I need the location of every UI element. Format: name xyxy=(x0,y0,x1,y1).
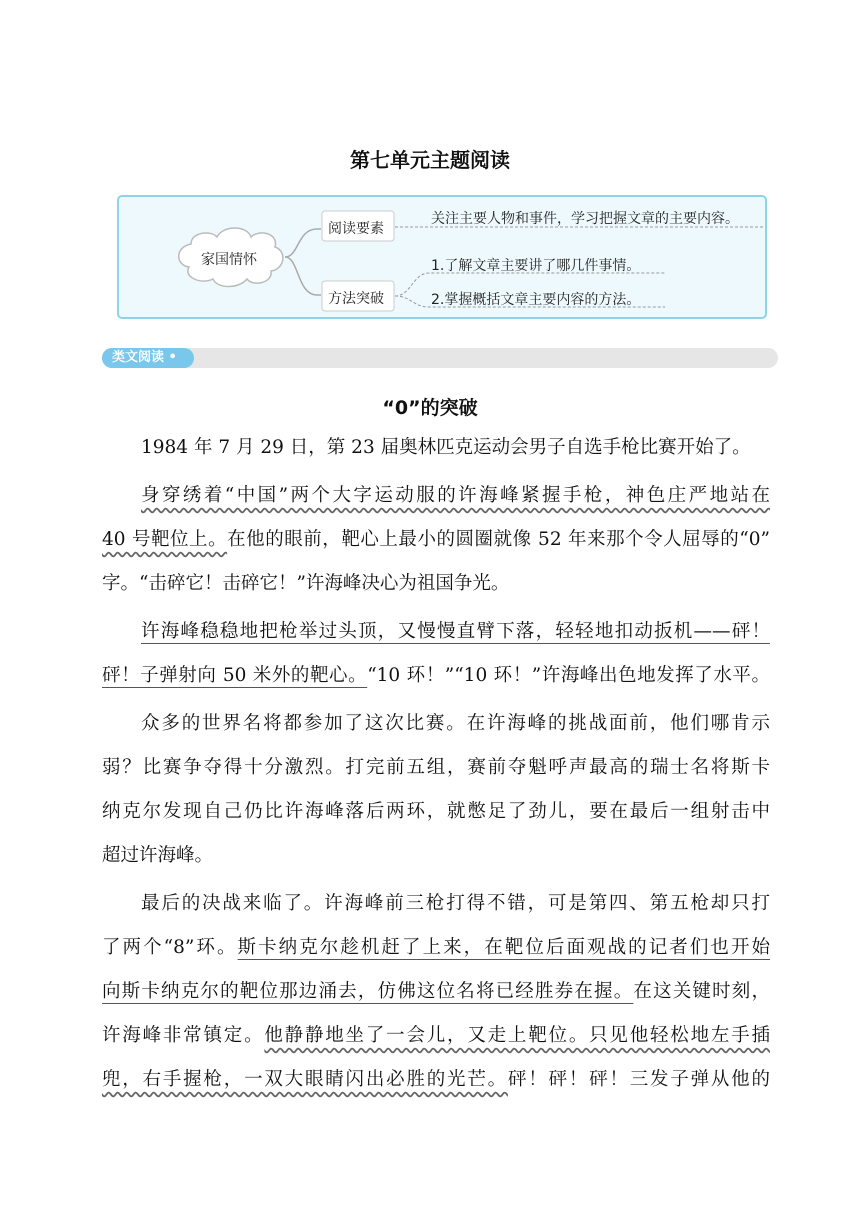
paragraph-line xyxy=(141,620,770,644)
text-span: 砰！砰！砰！三发子弹从他的 xyxy=(507,1069,770,1090)
text-span: 了两个“8”环。 xyxy=(102,937,238,958)
text-span: 在他的眼前，靶心上最小的圆圈就像 52 年来那个令人屈辱的“0” xyxy=(227,529,770,550)
paragraph-line xyxy=(102,1024,770,1048)
section-bar xyxy=(102,348,778,368)
marked-sentence: 身穿绣着“中国”两个大字运动服的许海峰紧握手枪，神色庄严地站在 xyxy=(141,485,770,506)
text-span: 在这关键时刻， xyxy=(633,981,770,1002)
marked-sentence: 许海峰稳稳地把枪举过头顶，又慢慢直臂下落，轻轻地扣动扳机——砰！ xyxy=(141,621,770,642)
paragraph-line xyxy=(102,936,770,960)
marked-sentence: 他静静地坐了一会儿，又走上靶位。只见他轻松地左手插 xyxy=(264,1025,770,1046)
paragraph-line xyxy=(102,528,770,552)
section-tag: 类文阅读 • xyxy=(102,348,194,368)
paragraph-line xyxy=(102,664,770,688)
branch-method-breakthrough: 方法突破 xyxy=(328,291,384,307)
branch1-text: 关注主要人物和事件，学习把握文章的主要内容。 xyxy=(431,211,739,227)
text-span: “10 环！”“10 环！”许海峰出色地发挥了水平。 xyxy=(367,665,770,686)
paragraph-line: 最后的决战来临了。许海峰前三枪打得不错，可是第四、第五枪却只打 xyxy=(141,893,770,914)
marked-sentence: 40 号靶位上。 xyxy=(102,529,228,550)
paragraph-line: 众多的世界名将都参加了这次比赛。在许海峰的挑战面前，他们哪肯示 xyxy=(141,713,770,734)
paragraph-line xyxy=(141,484,770,508)
marked-sentence: 斯卡纳克尔趁机赶了上来，在靶位后面观战的记者们也开始 xyxy=(237,937,770,958)
mind-map-center: 家国情怀 xyxy=(201,252,257,268)
paragraph-line: 纳克尔发现自己仍比许海峰落后两环，就憋足了劲儿，要在最后一组射击中 xyxy=(102,801,770,822)
paragraph-line: 弱？比赛争夺得十分激烈。打完前五组，赛前夺魁呼声最高的瑞士名将斯卡 xyxy=(102,757,770,778)
text-span: 许海峰非常镇定。 xyxy=(102,1025,265,1046)
article-title: “0”的突破 xyxy=(382,397,478,419)
branch2-text-1: 1.了解文章主要讲了哪几件事情。 xyxy=(431,258,641,274)
marked-sentence: 向斯卡纳克尔的靶位那边涌去，仿佛这位名将已经胜券在握。 xyxy=(102,981,634,1002)
marked-sentence: 砰！子弹射向 50 米外的靶心。 xyxy=(102,665,368,686)
mind-map xyxy=(117,195,767,319)
paragraph-line: 超过许海峰。 xyxy=(102,845,214,866)
paragraph-line: 字。“击碎它！击碎它！”许海峰决心为祖国争光。 xyxy=(102,573,510,594)
paragraph-line xyxy=(102,1068,770,1092)
paragraph-line xyxy=(102,980,770,1004)
branch2-text-2: 2.掌握概括文章主要内容的方法。 xyxy=(431,292,641,308)
marked-sentence: 兜，右手握枪，一双大眼睛闪出必胜的光芒。 xyxy=(102,1069,508,1090)
paragraph-line: 1984 年 7 月 29 日，第 23 届奥林匹克运动会男子自选手枪比赛开始了。 xyxy=(141,437,751,458)
branch-reading-element: 阅读要素 xyxy=(328,221,384,237)
page-title: 第七单元主题阅读 xyxy=(350,148,510,172)
